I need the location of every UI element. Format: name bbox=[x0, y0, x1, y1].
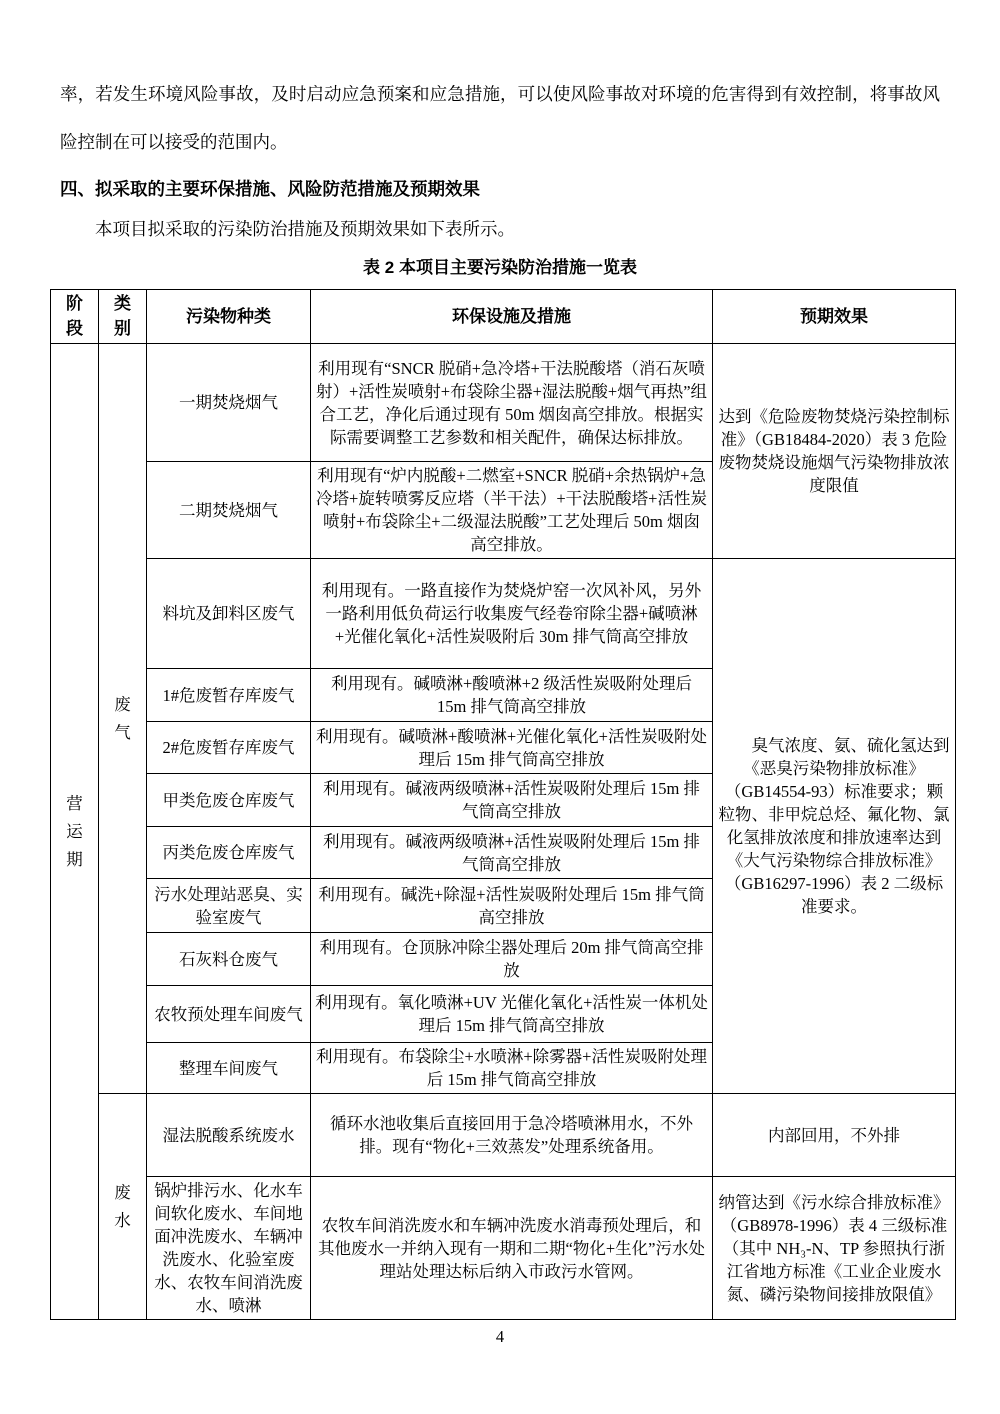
effect-cell-odor: 臭气浓度、氨、硫化氢达到《恶臭污染物排放标准》（GB14554-93）标准要求；颗粒物、非甲烷总烃、氟化物、氯化氢排放浓度和排放速率达到《大气污染物综合排放标准》（GB16297-1996）表 2 二级标准要求。 bbox=[713, 559, 956, 1094]
measure-cell: 利用现有。碱液两级喷淋+活性炭吸附处理后 15m 排气筒高空排放 bbox=[311, 827, 713, 879]
pollutant-cell: 农牧预处理车间废气 bbox=[147, 986, 311, 1043]
header-category-label: 类别 bbox=[114, 294, 131, 338]
table-intro-paragraph: 本项目拟采取的污染防治措施及预期效果如下表所示。 bbox=[95, 219, 515, 239]
measure-cell: 利用现有。仓顶脉冲除尘器处理后 20m 排气筒高空排放 bbox=[311, 933, 713, 986]
pollutant-cell: 丙类危废仓库废气 bbox=[147, 827, 311, 879]
table-header-row bbox=[51, 290, 956, 344]
pollutant-cell: 一期焚烧烟气 bbox=[147, 344, 311, 462]
intro-paragraph: 率，若发生环境风险事故，及时启动应急预案和应急措施，可以使风险事故对环境的危害得到有效控制，将事故风险控制在可以接受的范围内。 bbox=[60, 84, 940, 152]
table-row bbox=[51, 344, 956, 462]
section-heading: 四、拟采取的主要环保措施、风险防范措施及预期效果 bbox=[60, 179, 480, 199]
table-row bbox=[51, 1177, 956, 1320]
pollutant-cell: 二期焚烧烟气 bbox=[147, 462, 311, 559]
measure-cell: 利用现有。碱喷淋+酸喷淋+光催化氧化+活性炭吸附处理后 15m 排气筒高空排放 bbox=[311, 722, 713, 774]
effect-cell-reuse: 内部回用，不外排 bbox=[713, 1094, 956, 1177]
measure-cell: 利用现有。碱洗+除湿+活性炭吸附处理后 15m 排气筒高空排放 bbox=[311, 879, 713, 933]
category-gas-label: 废气 bbox=[114, 694, 131, 742]
stage-label: 营运期 bbox=[66, 793, 83, 869]
header-effect: 预期效果 bbox=[713, 290, 956, 344]
measure-cell: 利用现有。氧化喷淋+UV 光催化氧化+活性炭一体机处理后 15m 排气筒高空排放 bbox=[311, 986, 713, 1043]
table-row bbox=[51, 559, 956, 669]
pollutant-cell: 2#危废暂存库废气 bbox=[147, 722, 311, 774]
measure-cell: 利用现有。布袋除尘+水喷淋+除雾器+活性炭吸附处理后 15m 排气筒高空排放 bbox=[311, 1043, 713, 1094]
effect-cell-sewer: 纳管达到《污水综合排放标准》（GB8978-1996）表 4 三级标准（其中 NH₃-N、TP 参照执行浙江省地方标准《工业企业废水氮、磷污染物间接排放限值》 bbox=[713, 1177, 956, 1320]
pollutant-cell: 污水处理站恶臭、实验室废气 bbox=[147, 879, 311, 933]
header-pollutant: 污染物种类 bbox=[147, 290, 311, 344]
pollutant-cell: 甲类危废仓库废气 bbox=[147, 774, 311, 827]
measure-cell: 利用现有。碱喷淋+酸喷淋+2 级活性炭吸附处理后 15m 排气筒高空排放 bbox=[311, 669, 713, 722]
table-caption: 表 2 本项目主要污染防治措施一览表 bbox=[363, 258, 637, 277]
pollutant-cell: 石灰料仓废气 bbox=[147, 933, 311, 986]
measure-cell: 利用现有“SNCR 脱硝+急冷塔+干法脱酸塔（消石灰喷射）+活性炭喷射+布袋除尘器+湿法脱酸+烟气再热”组合工艺，净化后通过现有 50m 烟囱高空排放。根据实际需要调整工艺参数和相关配件，确保达标排放。 bbox=[311, 344, 713, 462]
stage-cell bbox=[51, 344, 99, 1320]
header-measures: 环保设施及措施 bbox=[311, 290, 713, 344]
measure-cell: 利用现有。一路直接作为焚烧炉窑一次风补风，另外一路利用低负荷运行收集废气经卷帘除尘器+碱喷淋+光催化氧化+活性炭吸附后 30m 排气筒高空排放 bbox=[311, 559, 713, 669]
pollutant-cell: 锅炉排污水、化水车间软化废水、车间地面冲洗废水、车辆冲洗废水、化验室废水、农牧车间消洗废水、喷淋 bbox=[147, 1177, 311, 1320]
measure-cell: 利用现有。碱液两级喷淋+活性炭吸附处理后 15m 排气筒高空排放 bbox=[311, 774, 713, 827]
pollution-measures-table bbox=[50, 289, 956, 1320]
pollutant-cell: 料坑及卸料区废气 bbox=[147, 559, 311, 669]
pollutant-cell: 湿法脱酸系统废水 bbox=[147, 1094, 311, 1177]
measure-cell: 利用现有“炉内脱酸+二燃室+SNCR 脱硝+余热锅炉+急冷塔+旋转喷雾反应塔（半干法）+干法脱酸塔+活性炭喷射+布袋除尘+二级湿法脱酸”工艺处理后 50m 烟囱高空排放。 bbox=[311, 462, 713, 559]
category-water-cell bbox=[99, 1094, 147, 1320]
pollutant-cell: 1#危废暂存库废气 bbox=[147, 669, 311, 722]
effect-cell-incineration: 达到《危险废物焚烧污染控制标准》（GB18484-2020）表 3 危险废物焚烧设施烟气污染物排放浓度限值 bbox=[713, 344, 956, 559]
table-row bbox=[51, 1094, 956, 1177]
category-gas-cell bbox=[99, 344, 147, 1094]
header-stage bbox=[51, 290, 99, 344]
header-stage-label: 阶段 bbox=[66, 294, 83, 338]
category-water-label: 废水 bbox=[114, 1182, 131, 1230]
page-number: 4 bbox=[495, 1327, 505, 1347]
measure-cell: 农牧车间消洗废水和车辆冲洗废水消毒预处理后，和其他废水一并纳入现有一期和二期“物化+生化”污水处理站处理达标后纳入市政污水管网。 bbox=[311, 1177, 713, 1320]
measure-cell: 循环水池收集后直接回用于急冷塔喷淋用水，不外排。现有“物化+三效蒸发”处理系统备用。 bbox=[311, 1094, 713, 1177]
pollutant-cell: 整理车间废气 bbox=[147, 1043, 311, 1094]
header-category bbox=[99, 290, 147, 344]
